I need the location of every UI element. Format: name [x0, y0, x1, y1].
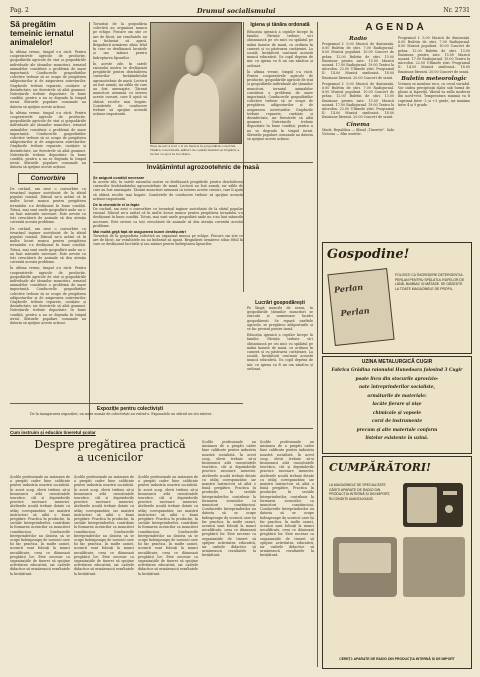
radio-large-grille-icon: [339, 543, 391, 573]
uzina-ad: [322, 356, 472, 454]
uzina-line: nate întreprinderilor socialiste,: [359, 385, 435, 390]
invatamint-body: În aceste zile, în satele raionului nostru se desfășoară pregătirile pentru deschiderea cursurilor învățămîntului agrozootehnic de masă. Lectorii au fost numiți, iar sălile de curs au fost amenajate. Țăranii muncitori urmează cu interes aceste cursuri, care îi ajută să obțină recolte mai bogate. Comitetele de conducere trebuie să sprijine această acțiune importantă.: [93, 180, 243, 201]
cumparatori-footer: CEREȚI: APARATE DE RADIO DIN PRODUCȚIA INTERNĂ ȘI DE IMPORT: [339, 657, 455, 662]
radio-knob-icon: [445, 505, 453, 513]
invatamint-body-2: De curând, am avut o convorbire cu tovarășul inginer zootehnist de la sfatul popular raional. Dânsul ne-a arătat că în multe locuri munca pentru pregătirea iernatului s-a desfășurat în bune condiții. Totuși, mai sunt unele gospodării unde nu s-au luat măsurile necesare. Este nevoie ca toți crescătorii de animale să dea atenția cuvenită acestei probleme.: [93, 207, 243, 228]
agenda-radio: [322, 36, 394, 236]
convorbire-body: De curând, am avut o convorbire cu tovarășul inginer zootehnist de la sfatul popular raional. Dânsul ne-a arătat că în multe locuri munca pentru pregătirea iernatului s-a desfășurat în bune condiții. Totuși, mai sunt unele gospodării unde nu s-au luat măsurile necesare. Este nevoie ca toți crescătorii de animale să dea atenția cuvenită acestei probleme.: [10, 186, 86, 225]
uzina-line: corzi de instrumente: [371, 419, 423, 424]
igiena-article: [247, 22, 313, 292]
gospodine-title: Gospodine!: [327, 247, 410, 262]
invatamint-title: Învățămîntul agrozootehnic de masă: [146, 164, 260, 171]
page-number: Pag. 2: [10, 7, 29, 14]
photo-caption: Ziua de ieri a fost o zi de muncă în gospodăria colectivă. Tânăra colectivistă, alături de ceilalți membri ai brigăzii, a lucrat cu spor la recoltare.: [150, 145, 240, 156]
meteo-title: Buletin meteorologic: [401, 75, 467, 82]
uzina-line: precum și alte materiale conform: [356, 427, 438, 433]
bottom-title: Despre pregătirea practică a ucenicilor: [34, 438, 186, 464]
gospodine-text: FOLOSIȚI CU ÎNCREDERE DETERGENTUL PERLAN PENTRU SPĂLATUL RUFELOR DE LÂNĂ, BUMBAC ȘI MĂTASE. SE GĂSEȘTE LA TOATE MAGAZINELE DE PROFIL.: [395, 273, 465, 291]
uzina-line: chimicale și vopsele: [372, 410, 422, 416]
issue-number: Nr. 2731: [443, 7, 470, 14]
agenda-title-text: AGENDĂ: [365, 22, 427, 33]
lead-article: [10, 20, 86, 420]
bottom-col-4: [202, 440, 256, 667]
radio-title: Radio: [349, 36, 367, 42]
igiena-body-cont: În ultima vreme, timpul s-a răcit. Pentru cooperativele agricole de producție, gospodăriile agricole de stat și gospodăriile individuale ale țăranilor muncitori, iernatul animalelor constituie o problemă de mare importanță. Conducerile gospodăriilor colective trebuie să se ocupe de pregătirea adăposturilor și de asigurarea nutrețurilor. Grajdurile trebuie reparate, curățate și dezinfectate, iar ferestrele să aibă geamuri. Nutrețurile trebuie depozitate în bune condiții, pentru a nu se degrada în timpul iernii. Sfaturile populare comunale au datoria să sprijine aceste acțiuni.: [247, 69, 313, 142]
page-header: [10, 5, 470, 17]
cinema-body: Marți: Republica — filmul „Tinerețe”. Sala Victoria — film sovietic.: [322, 127, 394, 136]
agenda-title: [322, 22, 470, 34]
expozitie-article: [30, 406, 230, 426]
invatamint-body-3: Tovarășii de la gospodăria colectivă au organizat munca pe echipe. Fiecare om știe ce are de făcut, iar rezultatele nu au întârziat să apară. Brigadierii urmăresc zilnic felul în care se desfășoară lucrările și iau măsuri pentru îndreptarea lipsurilor.: [93, 234, 243, 247]
uzina-line: lacăte fierare și nișe: [372, 402, 422, 407]
photo-face: [185, 45, 205, 76]
agenda-right: [398, 36, 470, 236]
expozitie-body: De la inaugurarea expoziției, un mare număr de colectiviști au vizitat-o. Exponatele au stârnit un viu interes.: [30, 412, 213, 416]
cumparatori-text: LA MAGAZINELE DE SPECIALITATE GĂSIȚI APARATE DE RADIO DIN PRODUCȚIA INTERNĂ ȘI DIN IMPORT, ÎN CONDIȚII AVANTAJOASE.: [329, 483, 391, 501]
bottom-body-3: Școlile profesionale au misiunea de a pregăti cadre bine calificate pentru industria noastră socialistă. În acest scop, elevii trebuie să-și însușească atât cunoștințele teoretice, cât și deprinderile practice necesare meseriei. Atelierele școală trebuie dotate cu utilaj corespunzător, iar maiștrii instructori să aibă o bună pregătire. Practica în producție, în secțiile întreprinderilor, contribuie la formarea ucenicilor ca muncitori conștiincioși. Conducerile întreprinderilor au datoria să se ocupe îndeaproape de ucenicii care își fac practica. În multe cazuri, ucenicii sunt folosiți la munci necalificate, ceea ce dăunează pregătirii lor. Este necesar ca organizațiile de tineret să sprijine activitatea educativă, iar cadrele didactice să urmărească rezultatele la învățătură.: [138, 475, 198, 576]
convorbire-body-cont: De curând, am avut o convorbire cu tovarășul inginer zootehnist de la sfatul popular raional. Dânsul ne-a arătat că în multe locuri munca pentru pregătirea iernatului s-a desfășurat în bune condiții. Totuși, mai sunt unele gospodării unde nu s-au luat măsurile necesare. Este nevoie ca toți crescătorii de animale să dea atenția cuvenită acestei probleme.: [10, 226, 86, 265]
bottom-body-4: Școlile profesionale au misiunea de a pregăti cadre bine calificate pentru industria noastră socialistă. În acest scop, elevii trebuie să-și însușească atât cunoștințele teoretice, cât și deprinderile practice necesare meseriei. Atelierele școală trebuie dotate cu utilaj corespunzător, iar maiștrii instructori să aibă o bună pregătire. Practica în producție, în secțiile întreprinderilor, contribuie la formarea ucenicilor ca muncitori conștiincioși. Conducerile întreprinderilor au datoria să se ocupe îndeaproape de ucenicii care își fac practica. În multe cazuri, ucenicii sunt folosiți la munci necalificate, ceea ce dăunează pregătirii lor. Este necesar ca organizațiile de tineret să sprijine activitatea educativă, iar cadrele didactice să urmărească rezultatele la învățătură.: [202, 440, 256, 558]
column-rule: [317, 22, 318, 667]
radio-body-2: Programul I: 5.00 Muzică de dimineață. 6.00 Buletin de știri. 7.00 Radiojurnal. 8.00 Muzică populară. 10.00 Concert de prânz. 12.00 Buletin de știri. 13.00 Emisiune pentru sate. 15.00 Muzică ușoară. 17.00 Radiojurnal. 19.00 Teatru la microfon. 22.00 Ultimele știri. Programul II: 14.00 Muzică simfonică. 18.00 Emisiune literară. 20.00 Concert de seară.: [398, 36, 470, 74]
radio-icon: [403, 483, 463, 527]
radio-dial-icon: [443, 491, 457, 495]
invatamint-sub3: Mai multă grijă față de asigurarea bunei desfășurări: [93, 230, 186, 235]
photo-figure: [174, 73, 219, 143]
section-rule: [10, 428, 313, 429]
uzina-line: armăturile de materiale:: [367, 393, 427, 399]
bottom-body-5: Școlile profesionale au misiunea de a pregăti cadre bine calificate pentru industria noastră socialistă. În acest scop, elevii trebuie să-și însușească atât cunoștințele teoretice, cât și deprinderile practice necesare meseriei. Atelierele școală trebuie dotate cu utilaj corespunzător, iar maiștrii instructori să aibă o bună pregătire. Practica în producție, în secțiile întreprinderilor, contribuie la formarea ucenicilor ca muncitori conștiincioși. Conducerile întreprinderilor au datoria să se ocupe îndeaproape de ucenicii care își fac practica. În multe cazuri, ucenicii sunt folosiți la munci necalificate, ceea ce dăunează pregătirii lor. Este necesar ca organizațiile de tineret să sprijine activitatea educativă, iar cadrele didactice să urmărească rezultatele la învățătură.: [260, 440, 314, 558]
gospodine-ad: [322, 242, 472, 354]
convorbire-title: Convorbire: [18, 173, 78, 184]
uzina-line: listelor existente în uzină.: [365, 436, 429, 441]
article-photo: [150, 22, 242, 144]
bottom-col-3: [138, 475, 198, 667]
lucrari-body-cont: Educația igienică a copiilor începe în familie. Părinții trebuie să-i obișnuiască pe cei mici cu spălatul pe mâini înainte de masă, cu ordinea în cameră și cu păstrarea curățeniei. La școală, învățătorii continuă această muncă educativă. Un copil deprins de mic cu igiena va fi un om sănătos și ordonat.: [247, 333, 313, 371]
column-rule: [243, 22, 244, 292]
uzina-line: Fabrica Grădina raionului Hunedoara folosind 3 Cugir: [331, 368, 463, 373]
bottom-col-1: [10, 475, 70, 667]
column-rule: [89, 22, 90, 420]
perlan-label: Perlan: [333, 281, 364, 295]
bottom-col-5: [260, 440, 314, 667]
lead-body-cont: În ultima vreme, timpul s-a răcit. Pentru cooperativele agricole de producție, gospodăriile agricole de stat și gospodăriile individuale ale țăranilor muncitori, iernatul animalelor constituie o problemă de mare importanță. Conducerile gospodăriilor colective trebuie să se ocupe de pregătirea adăposturilor și de asigurarea nutrețurilor. Grajdurile trebuie reparate, curățate și dezinfectate, iar ferestrele să aibă geamuri. Nutrețurile trebuie depozitate în bune condiții, pentru a nu se degrada în timpul iernii. Sfaturile populare comunale au datoria să sprijine aceste acțiuni.: [10, 110, 86, 170]
cinema-title: Cinema: [346, 121, 370, 128]
uzina-line: poate livra din stocurile aprovizio-: [355, 376, 439, 382]
radio-large-icon: [333, 537, 397, 597]
expozitie-title: Expoziție pentru colectiviști: [96, 406, 164, 412]
meteo-body: Vremea se menține rece, cu cerul variabil. Vor cădea precipitații slabe sub formă de ploaie și lapoviță. Vântul va sufla moderat din nord-vest. Temperatura minimă va fi cuprinsă între -2 și +3 grade, iar maxima între 4 și 9 grade.: [398, 81, 470, 107]
lucrari-article: [247, 300, 313, 420]
lead-body: În ultima vreme, timpul s-a răcit. Pentru cooperativele agricole de producție, gospodăriile agricole de stat și gospodăriile individuale ale țăranilor muncitori, iernatul animalelor constituie o problemă de mare importanță. Conducerile gospodăriilor colective trebuie să se ocupe de pregătirea adăposturilor și de asigurarea nutrețurilor. Grajdurile trebuie reparate, curățate și dezinfectate, iar ferestrele să aibă geamuri. Nutrețurile trebuie depozitate în bune condiții, pentru a nu se degrada în timpul iernii. Sfaturile populare comunale au datoria să sprijine aceste acțiuni.: [10, 50, 86, 109]
uzina-lines: [327, 367, 467, 444]
bottom-kicker: Cum instruim și educăm tineretul școlar: [10, 430, 96, 435]
cumparatori-title: CUMPĂRĂTORI!: [329, 461, 431, 474]
invatamint-sub2: De la chemările ei la fapte: [93, 203, 140, 208]
convorbire-body-cont2: În ultima vreme, timpul s-a răcit. Pentru cooperativele agricole de producție, gospodăriile agricole de stat și gospodăriile individuale ale țăranilor muncitori, iernatul animalelor constituie o problemă de mare importanță. Conducerile gospodăriilor colective trebuie să se ocupe de pregătirea adăposturilor și de asigurarea nutrețurilor. Grajdurile trebuie reparate, curățate și dezinfectate, iar ferestrele să aibă geamuri. Nutrețurile trebuie depozitate în bune condiții, pentru a nu se degrada în timpul iernii. Sfaturile populare comunale au datoria să sprijine aceste acțiuni.: [10, 266, 86, 325]
lead-title: Să pregătim temeinic iernatul animalelor!: [10, 20, 74, 47]
bottom-col-2: [74, 475, 134, 667]
radio-box-icon: [403, 537, 465, 597]
radio-body: Programul I: 5.00 Muzică de dimineață. 6.00 Buletin de știri. 7.00 Radiojurnal. 8.00 Muzică populară. 10.00 Concert de prânz. 12.00 Buletin de știri. 13.00 Emisiune pentru sate. 15.00 Muzică ușoară. 17.00 Radiojurnal. 19.00 Teatru la microfon. 22.00 Ultimele știri. Programul II: 14.00 Muzică simfonică. 18.00 Emisiune literară. 20.00 Concert de seară.: [322, 42, 394, 80]
perlan-box: [327, 268, 394, 346]
perlan-label-2: Perlan: [340, 305, 371, 319]
igiena-body: Educația igienică a copiilor începe în familie. Părinții trebuie să-i obișnuiască pe cei mici cu spălatul pe mâini înainte de masă, cu ordinea în cameră și cu păstrarea curățeniei. La școală, învățătorii continuă această muncă educativă. Un copil deprins de mic cu igiena va fi un om sănătos și ordonat.: [247, 30, 313, 68]
invatamint-sub1: Se asigură condiții necesare: [93, 176, 145, 180]
cumparatori-ad: [322, 456, 472, 669]
masthead: Drumul socialismului: [196, 6, 276, 15]
section-rule: [10, 403, 243, 404]
mid-left-body-2: În aceste zile, în satele raionului nostru se desfășoară pregătirile pentru deschiderea cursurilor învățămîntului agrozootehnic de masă. Lectorii au fost numiți, iar sălile de curs au fost amenajate. Țăranii muncitori urmează cu interes aceste cursuri, care îi ajută să obțină recolte mai bogate. Comitetele de conducere trebuie să sprijine această acțiune importantă.: [93, 61, 147, 117]
igiena-title: Igiena și tânăra ordonată: [250, 22, 310, 28]
uzina-title: UZINA METALURGICĂ CUGIR: [361, 359, 433, 365]
radio-body-cont: Programul I: 5.00 Muzică de dimineață. 6.00 Buletin de știri. 7.00 Radiojurnal. 8.00 Muzică populară. 10.00 Concert de prânz. 12.00 Buletin de știri. 13.00 Emisiune pentru sate. 15.00 Muzică ușoară. 17.00 Radiojurnal. 19.00 Teatru la microfon. 22.00 Ultimele știri. Programul II: 14.00 Muzică simfonică. 18.00 Emisiune literară. 20.00 Concert de seară.: [322, 81, 394, 120]
radio-speaker-icon: [407, 487, 437, 523]
bottom-body-2: Școlile profesionale au misiunea de a pregăti cadre bine calificate pentru industria noastră socialistă. În acest scop, elevii trebuie să-și însușească atât cunoștințele teoretice, cât și deprinderile practice necesare meseriei. Atelierele școală trebuie dotate cu utilaj corespunzător, iar maiștrii instructori să aibă o bună pregătire. Practica în producție, în secțiile întreprinderilor, contribuie la formarea ucenicilor ca muncitori conștiincioși. Conducerile întreprinderilor au datoria să se ocupe îndeaproape de ucenicii care își fac practica. În multe cazuri, ucenicii sunt folosiți la munci necalificate, ceea ce dăunează pregătirii lor. Este necesar ca organizațiile de tineret să sprijine activitatea educativă, iar cadrele didactice să urmărească rezultatele la învățătură.: [74, 475, 134, 576]
bottom-body-1: Școlile profesionale au misiunea de a pregăti cadre bine calificate pentru industria noastră socialistă. În acest scop, elevii trebuie să-și însușească atât cunoștințele teoretice, cât și deprinderile practice necesare meseriei. Atelierele școală trebuie dotate cu utilaj corespunzător, iar maiștrii instructori să aibă o bună pregătire. Practica în producție, în secțiile întreprinderilor, contribuie la formarea ucenicilor ca muncitori conștiincioși. Conducerile întreprinderilor au datoria să se ocupe îndeaproape de ucenicii care își fac practica. În multe cazuri, ucenicii sunt folosiți la munci necalificate, ceea ce dăunează pregătirii lor. Este necesar ca organizațiile de tineret să sprijine activitatea educativă, iar cadrele didactice să urmărească rezultatele la învățătură.: [10, 475, 70, 576]
invatamint-article: [93, 176, 243, 290]
lucrari-body: Pe lângă muncile de sezon, în gospodăriile țăranilor muncitori se execută și numeroase lucrări gospodărești. Se repară uneltele agricole, se pregătesc adăposturile și se fac provizii pentru iarnă.: [247, 306, 313, 332]
mid-left-body: Tovarășii de la gospodăria colectivă au organizat munca pe echipe. Fiecare om știe ce are de făcut, iar rezultatele nu au întârziat să apară. Brigadierii urmăresc zilnic felul în care se desfășoară lucrările și iau măsuri pentru îndreptarea lipsurilor.: [93, 22, 147, 60]
section-rule: [93, 162, 313, 163]
lucrari-title: Lucrări gospodărești: [255, 300, 305, 306]
